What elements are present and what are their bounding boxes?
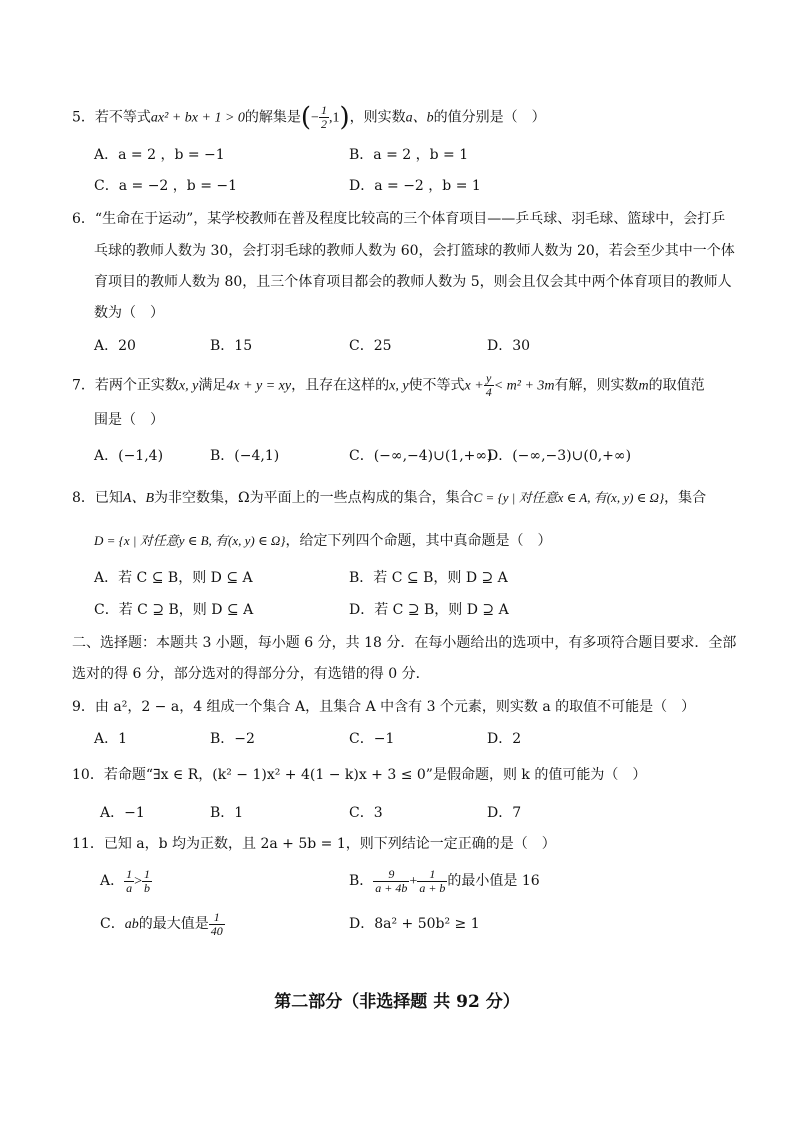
q6-line-1: 6．“生命在于运动”，某学校教师在普及程度比较高的三个体育项目——乒乓球、羽毛球、篮球中，会打乒 xyxy=(72,211,726,227)
section2-line-1: 二、选择题：本题共 3 小题，每小题 6 分，共 18 分．在每小题给出的选项中，有多项符合题目要求．全部 xyxy=(72,635,737,651)
q8-option-a[interactable]: A．若 C ⊆ B，则 D ⊆ A xyxy=(94,570,253,586)
q5-half-num: 1 xyxy=(320,103,327,117)
q8-text-a: 8．已知 xyxy=(72,490,123,506)
q11-b-frac-2 xyxy=(417,868,447,895)
q11-a-label: A． xyxy=(100,873,125,889)
q9-option-b[interactable]: B．−2 xyxy=(210,731,255,747)
q7-text-b: 满足 xyxy=(198,377,227,394)
q7-line-2: 围是（ ） xyxy=(94,412,164,428)
q11-c-mid: 的最大值是 xyxy=(138,916,209,932)
q11-stem: 11．已知 a，b 均为正数，且 2a + 5b = 1，则下列结论一定正确的是（ ） xyxy=(72,836,556,852)
q11-option-a[interactable] xyxy=(100,866,152,897)
q11-b-op: + xyxy=(409,874,418,889)
q9-option-a[interactable]: A．1 xyxy=(94,731,128,747)
q10-option-d[interactable]: D．7 xyxy=(487,805,522,821)
q11-c-den: 40 xyxy=(210,923,223,938)
q10-option-b[interactable]: B．1 xyxy=(210,805,244,821)
q9-option-d[interactable]: D．2 xyxy=(487,731,522,747)
q11-a-den-1: a xyxy=(126,880,133,895)
q8-set-d: D = {x | 对任意y ∈ B, 有(x, y) ∈ Ω} xyxy=(94,533,286,548)
q9-option-c[interactable]: C．−1 xyxy=(349,731,395,747)
q7-var-m: m xyxy=(638,378,649,394)
q7-condition: 4x + y = xy xyxy=(226,378,292,394)
q8-text-b: 为非空数集，Ω为平面上的一些点构成的集合，集合 xyxy=(154,490,474,506)
q11-a-num-2: 1 xyxy=(144,866,151,881)
q7-ineq-fraction xyxy=(484,372,494,399)
q7-text-f: 的取值范 xyxy=(648,377,705,394)
q5-interval-close: ) xyxy=(339,102,350,133)
q11-c-frac xyxy=(209,911,225,938)
q11-b-den-2: a + b xyxy=(419,880,446,895)
q7-stem xyxy=(72,372,705,399)
q5-text-c: ，则实数 xyxy=(349,109,406,126)
q9-stem: 9．由 a²，2 − a，4 组成一个集合 A，且集合 A 中含有 3 个元素，则实数 a 的取值不可能是（ ） xyxy=(72,699,696,715)
q11-option-d[interactable]: D．8a² + 50b² ≥ 1 xyxy=(349,916,480,932)
q11-b-num-1: 9 xyxy=(373,868,409,882)
q8-vars: A、B xyxy=(122,491,155,506)
q11-option-c[interactable] xyxy=(100,909,225,940)
q7-option-b[interactable]: B．(−4,1) xyxy=(210,448,280,464)
q11-b-label: B． xyxy=(349,873,374,889)
q8-option-d[interactable]: D．若 C ⊇ B，则 D ⊇ A xyxy=(349,602,509,618)
q7-option-d[interactable]: D．(−∞,−3)∪(0,+∞) xyxy=(487,448,632,464)
q10-option-a[interactable]: A．−1 xyxy=(100,805,145,821)
q6-option-d[interactable]: D．30 xyxy=(487,338,531,354)
q7-text-e: 有解，则实数 xyxy=(554,377,639,394)
q10-stem: 10．若命题“∃x ∈ R，(k² − 1)x² + 4(1 − k)x + 3 ≤ 0”是假命题，则 k 的值可能为（ ） xyxy=(72,767,647,783)
q7-option-c[interactable]: C．(−∞,−4)∪(1,+∞) xyxy=(349,448,493,464)
q7-option-a[interactable]: A．(−1,4) xyxy=(94,448,164,464)
q11-a-frac-1 xyxy=(124,868,134,895)
q8-text-c: ，集合 xyxy=(664,490,707,506)
q6-line-4: 数为（ ） xyxy=(94,305,164,321)
q5-half-fraction xyxy=(319,104,329,131)
q7-ineq-left: x + xyxy=(464,378,484,394)
q5-inequality: ax² + bx + 1 > 0 xyxy=(150,110,245,126)
q8-line-1 xyxy=(72,488,706,509)
part2-title: 第二部分（非选择题 共 92 分） xyxy=(274,992,520,1012)
q11-a-num-1: 1 xyxy=(126,866,133,881)
q5-text-d: 的值分别是（ ） xyxy=(433,109,546,126)
q11-c-var: ab xyxy=(124,917,139,932)
q5-stem xyxy=(72,104,546,131)
q11-c-label: C． xyxy=(100,916,125,932)
q11-c-num: 1 xyxy=(209,911,225,925)
q6-option-c[interactable]: C．25 xyxy=(349,338,392,354)
q11-b-den-1: a + 4b xyxy=(375,880,408,895)
q7-frac-num: y xyxy=(484,372,494,386)
q5-option-a[interactable]: A．a = 2 ，b = −1 xyxy=(94,147,225,163)
q8-option-c[interactable]: C．若 C ⊇ B，则 D ⊆ A xyxy=(94,602,254,618)
q6-line-2: 乓球的教师人数为 30，会打羽毛球的教师人数为 60，会打篮球的教师人数为 20，若会至少其中一个体 xyxy=(94,243,735,259)
q11-option-b[interactable] xyxy=(349,866,540,897)
q6-option-b[interactable]: B．15 xyxy=(210,338,253,354)
q5-minus: − xyxy=(311,110,319,126)
q11-a-frac-2 xyxy=(142,868,152,895)
q8-line-2 xyxy=(94,531,551,551)
q8-option-b[interactable]: B．若 C ⊆ B，则 D ⊇ A xyxy=(349,570,508,586)
section2-line-2: 选对的得 6 分，部分选对的得部分分，有选错的得 0 分． xyxy=(72,666,430,682)
q5-option-b[interactable]: B．a = 2 ，b = 1 xyxy=(349,147,469,163)
q7-vars-xy: x, y xyxy=(178,378,199,394)
q10-option-c[interactable]: C．3 xyxy=(349,805,383,821)
q5-half-den: 2 xyxy=(320,117,327,131)
q5-option-c[interactable]: C．a = −2 ，b = −1 xyxy=(94,178,238,194)
q8-set-c: C = {y | 对任意x ∈ A, 有(x, y) ∈ Ω} xyxy=(473,490,665,505)
q5-text-a: 5．若不等式 xyxy=(72,109,151,126)
q7-text-d: 使不等式 xyxy=(408,377,465,394)
q6-option-a[interactable]: A．20 xyxy=(94,338,136,354)
q5-option-d[interactable]: D．a = −2 ，b = 1 xyxy=(349,178,481,194)
q6-line-3: 育项目的教师人数为 80，且三个体育项目都会的教师人数为 5，则会且仅会其中两个体育项目的教师人 xyxy=(94,274,732,290)
q11-b-tail: 的最小值是 16 xyxy=(447,873,540,889)
q7-vars-xy-2: x, y xyxy=(389,378,409,394)
q7-ineq-right: < m² + 3m xyxy=(493,378,555,394)
q11-a-op: > xyxy=(134,874,143,889)
q11-b-frac-1 xyxy=(373,868,409,895)
q5-text-b: 的解集是 xyxy=(244,109,301,126)
q5-interval-open: ( xyxy=(300,102,312,133)
q7-text-a: 7．若两个正实数 xyxy=(72,377,179,394)
q7-text-c: ，且存在这样的 xyxy=(291,377,390,394)
q11-a-den-2: b xyxy=(144,880,151,895)
q5-vars: a、b xyxy=(405,110,434,126)
q7-frac-den: 4 xyxy=(485,385,492,399)
q11-b-num-2: 1 xyxy=(417,868,447,882)
q5-interval-rest: ,1 xyxy=(328,110,340,126)
q8-text-d: ，给定下列四个命题，其中真命题是（ ） xyxy=(285,533,552,549)
